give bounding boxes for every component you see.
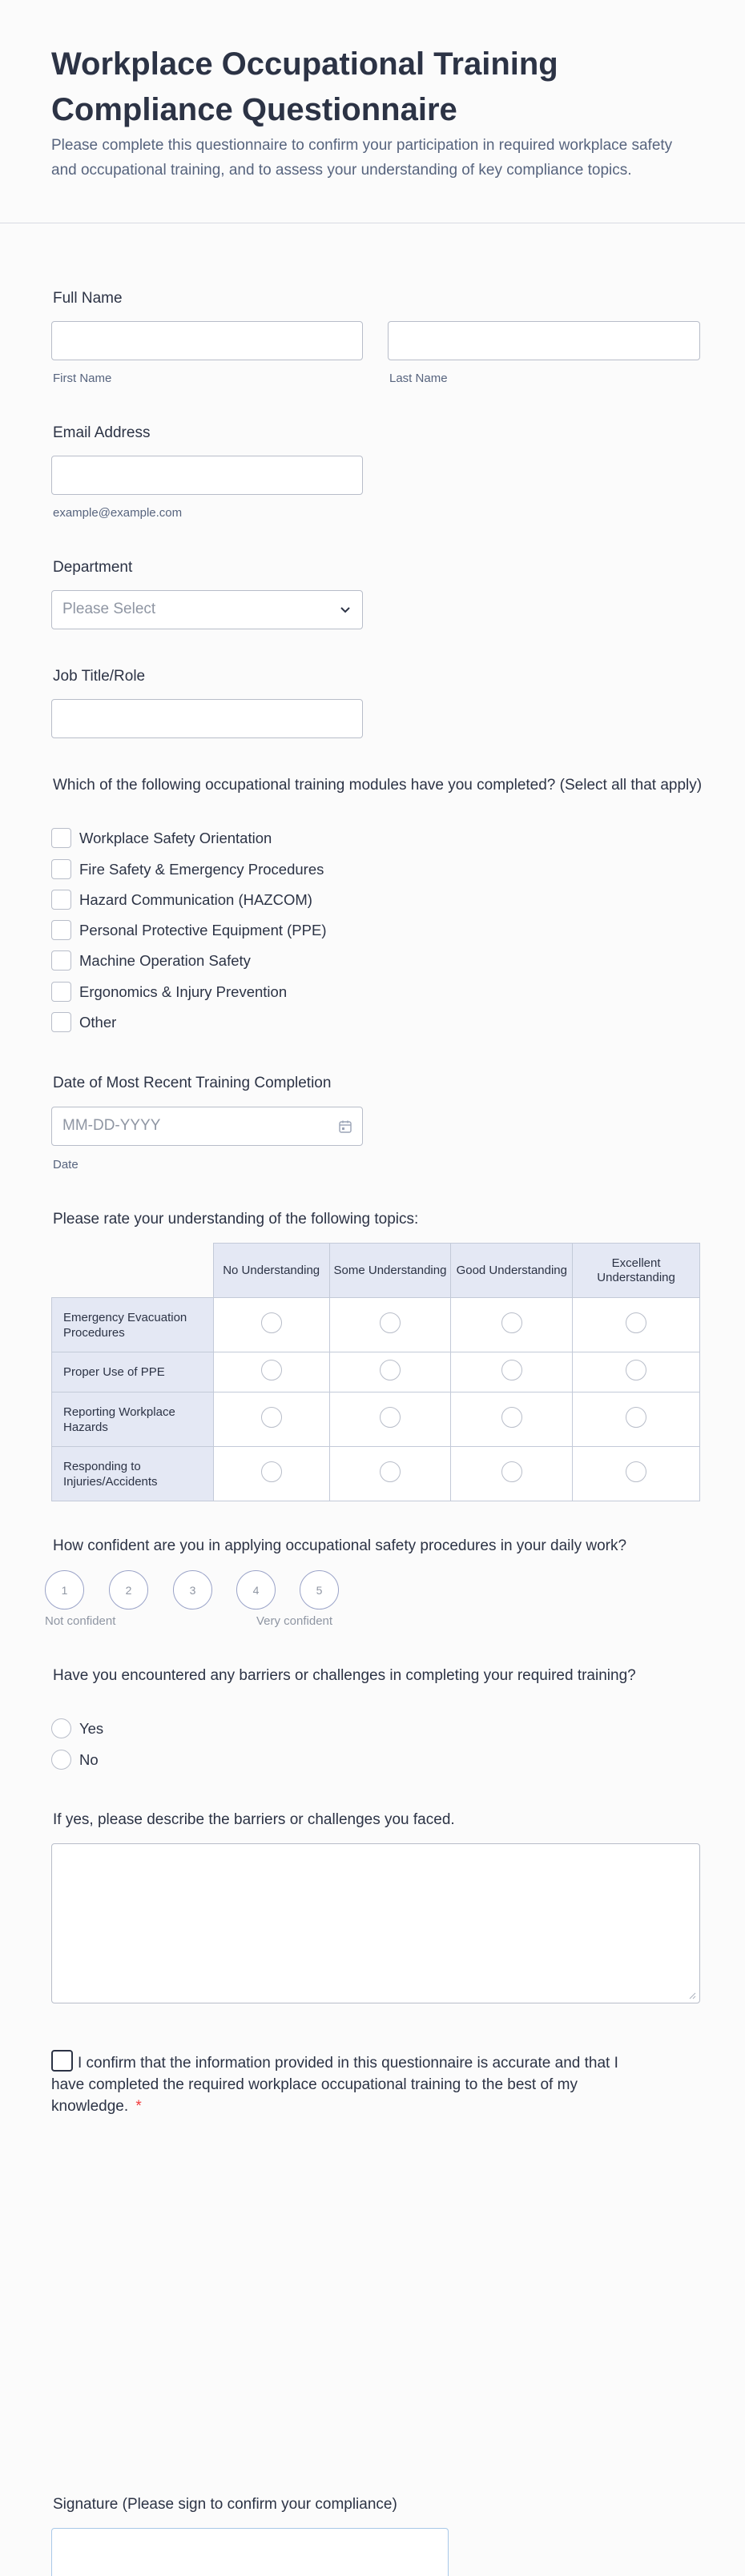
scale-option-3[interactable]: 3 xyxy=(173,1570,212,1609)
module-option-label: Ergonomics & Injury Prevention xyxy=(79,983,288,1000)
barriers-option-yes[interactable] xyxy=(51,1718,103,1738)
module-option[interactable] xyxy=(51,859,324,879)
barriers-option-label: Yes xyxy=(79,1719,104,1737)
date-placeholder: MM-DD-YYYY xyxy=(62,1117,161,1134)
confirm-checkbox[interactable] xyxy=(51,2050,73,2072)
matrix-row-label: Proper Use of PPE xyxy=(52,1352,214,1392)
matrix-radio[interactable] xyxy=(501,1312,522,1333)
chevron-down-icon xyxy=(338,602,352,617)
resize-handle-icon[interactable] xyxy=(688,1991,696,1999)
confirm-row xyxy=(51,2050,623,2117)
page-title: Workplace Occupational Training Compliance Questionnaire xyxy=(51,46,558,127)
radio-button[interactable] xyxy=(51,1718,71,1738)
matrix-radio[interactable] xyxy=(626,1407,646,1428)
required-mark: * xyxy=(135,2098,142,2115)
scale-high-label: Very confident xyxy=(256,1614,333,1628)
calendar-icon[interactable] xyxy=(338,1119,352,1134)
department-label: Department xyxy=(53,559,133,576)
module-option-label: Workplace Safety Orientation xyxy=(79,829,272,846)
matrix-row-label: Responding to Injuries/Accidents xyxy=(52,1447,214,1501)
date-sublabel: Date xyxy=(53,1158,79,1171)
matrix-radio[interactable] xyxy=(380,1312,401,1333)
page-subtitle: Please complete this questionnaire to confirm your participation in required workplace safety and occupational training, and to assess your understanding of key compliance topics. xyxy=(51,137,673,179)
matrix-radio[interactable] xyxy=(261,1312,282,1333)
module-option-label: Fire Safety & Emergency Procedures xyxy=(79,860,324,878)
checkbox[interactable] xyxy=(51,828,71,848)
last-name-sublabel: Last Name xyxy=(389,372,448,385)
matrix-radio[interactable] xyxy=(501,1407,522,1428)
department-select-value: Please Select xyxy=(62,601,156,617)
checkbox[interactable] xyxy=(51,1012,71,1032)
first-name-sublabel: First Name xyxy=(53,372,112,385)
matrix-radio[interactable] xyxy=(501,1461,522,1482)
matrix-row-label: Reporting Workplace Hazards xyxy=(52,1392,214,1447)
date-label: Date of Most Recent Training Completion xyxy=(53,1075,332,1091)
matrix-row-label: Emergency Evacuation Procedures xyxy=(52,1298,214,1352)
matrix-radio[interactable] xyxy=(380,1407,401,1428)
module-option[interactable] xyxy=(51,950,251,971)
matrix-radio[interactable] xyxy=(261,1407,282,1428)
signature-label: Signature (Please sign to confirm your compliance) xyxy=(53,2496,397,2513)
checkbox[interactable] xyxy=(51,890,71,910)
module-option-label: Hazard Communication (HAZCOM) xyxy=(79,890,312,908)
email-label: Email Address xyxy=(53,424,151,441)
matrix-column-header: Good Understanding xyxy=(451,1244,573,1298)
email-sublabel: example@example.com xyxy=(53,506,183,520)
signature-pad[interactable] xyxy=(51,2528,449,2576)
last-name-input[interactable] xyxy=(388,321,700,360)
barriers-label: Have you encountered any barriers or challenges in completing your required training? xyxy=(53,1667,636,1684)
module-option[interactable] xyxy=(51,920,326,940)
matrix-radio[interactable] xyxy=(626,1360,646,1380)
job-title-input[interactable] xyxy=(51,699,363,738)
checkbox[interactable] xyxy=(51,859,71,879)
department-select[interactable] xyxy=(51,590,363,629)
matrix-radio[interactable] xyxy=(626,1312,646,1333)
confidence-label: How confident are you in applying occupational safety procedures in your daily work? xyxy=(53,1537,627,1554)
matrix-radio[interactable] xyxy=(626,1461,646,1482)
module-option[interactable] xyxy=(51,890,312,910)
barriers-option-no[interactable] xyxy=(51,1750,99,1770)
scale-option-1[interactable]: 1 xyxy=(45,1570,84,1609)
matrix-radio[interactable] xyxy=(380,1461,401,1482)
scale-option-2[interactable]: 2 xyxy=(109,1570,148,1609)
full-name-label: Full Name xyxy=(53,290,123,307)
matrix-column-header: Excellent Understanding xyxy=(573,1244,700,1298)
module-option[interactable] xyxy=(51,828,272,848)
scale-low-label: Not confident xyxy=(45,1614,116,1628)
checkbox[interactable] xyxy=(51,920,71,940)
matrix-radio[interactable] xyxy=(380,1360,401,1380)
date-input[interactable] xyxy=(51,1107,363,1146)
barriers-describe-textarea[interactable] xyxy=(51,1843,700,2003)
module-option[interactable] xyxy=(51,982,287,1002)
module-option-label: Personal Protective Equipment (PPE) xyxy=(79,921,327,938)
matrix-corner xyxy=(52,1244,214,1298)
checkbox[interactable] xyxy=(51,982,71,1002)
scale-option-5[interactable]: 5 xyxy=(300,1570,339,1609)
matrix-radio[interactable] xyxy=(261,1360,282,1380)
job-title-label: Job Title/Role xyxy=(53,668,146,685)
email-input[interactable] xyxy=(51,456,363,495)
matrix-column-header: No Understanding xyxy=(213,1244,329,1298)
checkbox[interactable] xyxy=(51,950,71,971)
barriers-describe-label: If yes, please describe the barriers or challenges you faced. xyxy=(53,1811,455,1828)
first-name-input[interactable] xyxy=(51,321,363,360)
rating-matrix xyxy=(51,1243,700,1501)
matrix-radio[interactable] xyxy=(501,1360,522,1380)
matrix-label: Please rate your understanding of the following topics: xyxy=(53,1211,419,1228)
matrix-column-header: Some Understanding xyxy=(329,1244,451,1298)
modules-label: Which of the following occupational training modules have you completed? (Select all that apply) xyxy=(53,777,703,794)
module-option[interactable] xyxy=(51,1012,116,1032)
matrix-radio[interactable] xyxy=(261,1461,282,1482)
form-header xyxy=(0,0,745,223)
confirm-text: I confirm that the information provided in this questionnaire is accurate and that I have completed the required workplace occupational training to the best of my knowledge. xyxy=(51,2055,618,2115)
module-option-label: Other xyxy=(79,1013,117,1031)
scale-option-4[interactable]: 4 xyxy=(236,1570,276,1609)
barriers-option-label: No xyxy=(79,1750,99,1768)
module-option-label: Machine Operation Safety xyxy=(79,951,251,969)
radio-button[interactable] xyxy=(51,1750,71,1770)
